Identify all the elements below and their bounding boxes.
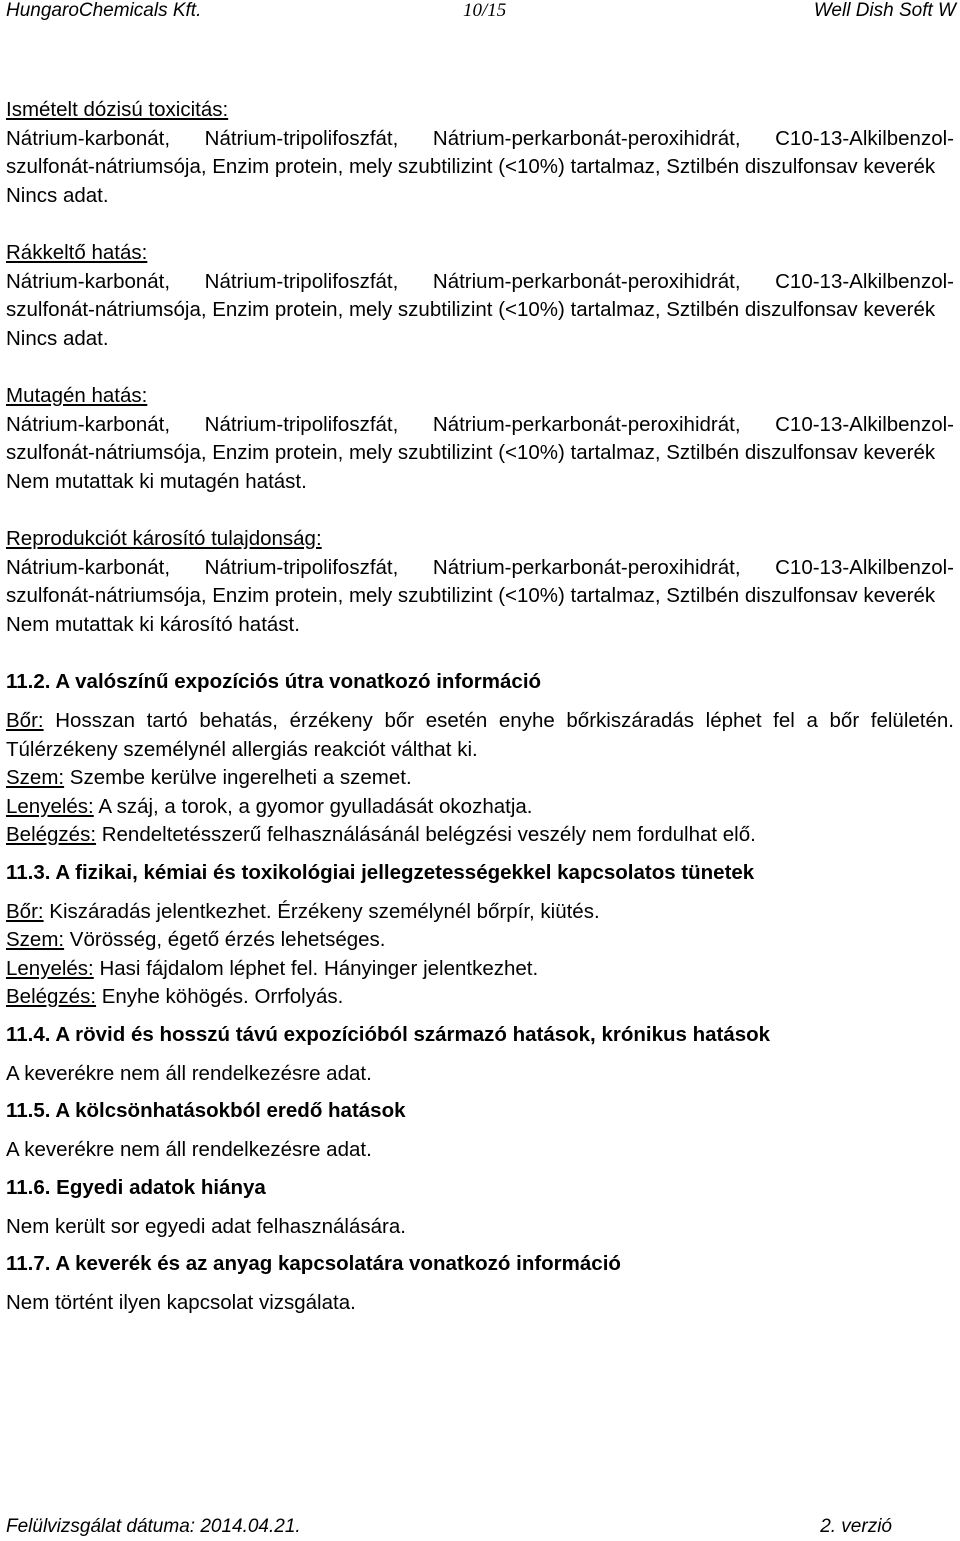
document-body bbox=[6, 96, 954, 1327]
label-inhalation: Belégzés: bbox=[6, 985, 97, 1008]
block-heading: Reprodukciót károsító tulajdonság: bbox=[6, 527, 322, 550]
page-number: 10/15 bbox=[463, 0, 507, 21]
text-inhalation: Enyhe köhögés. Orrfolyás. bbox=[96, 985, 344, 1008]
section-title-11-4: 11.4. A rövid és hosszú távú expozícióból származó hatások, krónikus hatások bbox=[6, 1022, 771, 1046]
text-ingestion: A száj, a torok, a gyomor gyulladását okozhatja. bbox=[93, 794, 533, 818]
section-11-6-text: Nem került sor egyedi adat felhasználására. bbox=[6, 1214, 406, 1238]
text-eye: Vörösség, égető érzés lehetséges. bbox=[64, 928, 386, 951]
section-title-11-5: 11.5. A kölcsönhatásokból eredő hatások bbox=[6, 1099, 406, 1122]
section-11-7-text: Nem történt ilyen kapcsolat vizsgálata. bbox=[6, 1291, 356, 1314]
label-skin: Bőr: bbox=[6, 899, 44, 923]
label-inhalation: Belégzés: bbox=[6, 823, 97, 846]
exposure-skin bbox=[6, 707, 954, 764]
toxicity-block-repeated-dose bbox=[6, 96, 954, 210]
page-header bbox=[6, 0, 956, 24]
block-result: Nincs adat. bbox=[6, 183, 109, 207]
label-ingestion: Lenyelés: bbox=[6, 794, 94, 818]
symptom-skin bbox=[6, 898, 954, 927]
section-11-3-body bbox=[6, 898, 954, 1012]
section-title-11-3: 11.3. A fizikai, kémiai és toxikológiai jellegzetességekkel kapcsolatos tünetek bbox=[6, 860, 755, 884]
symptom-inhalation bbox=[6, 983, 954, 1012]
block-ingredients: Nátrium-karbonát, Nátrium-tripolifoszfát, Nátrium-perkarbonát-peroxihidrát, C10-13-Alkilbenzol-szulfonát-nátriumsója, Enzim protein, mely szubtilizint (<10%) tartalmaz, Sztilbén diszulfonsav keverék bbox=[6, 555, 954, 607]
toxicity-block-mutagenic bbox=[6, 382, 954, 496]
text-ingestion: Hasi fájdalom léphet fel. Hányinger jelentkezhet. bbox=[93, 956, 539, 980]
exposure-eye bbox=[6, 764, 954, 793]
block-ingredients: Nátrium-karbonát, Nátrium-tripolifoszfát, Nátrium-perkarbonát-peroxihidrát, C10-13-Alkilbenzol-szulfonát-nátriumsója, Enzim protein, mely szubtilizint (<10%) tartalmaz, Sztilbén diszulfonsav keverék bbox=[6, 126, 954, 178]
block-heading: Rákkeltő hatás: bbox=[6, 241, 148, 264]
section-11-4-text: A keverékre nem áll rendelkezésre adat. bbox=[6, 1061, 372, 1085]
text-skin: Kiszáradás jelentkezhet. Érzékeny személynél bőrpír, kiütés. bbox=[43, 899, 600, 923]
toxicity-block-reproductive bbox=[6, 525, 954, 639]
exposure-inhalation bbox=[6, 821, 954, 850]
toxicity-block-carcinogenic bbox=[6, 239, 954, 353]
page-footer bbox=[6, 1516, 892, 1538]
block-heading: Mutagén hatás: bbox=[6, 384, 148, 407]
block-result: Nem mutattak ki károsító hatást. bbox=[6, 612, 300, 636]
block-result: Nincs adat. bbox=[6, 326, 109, 350]
company-name: HungaroChemicals Kft. bbox=[6, 0, 202, 21]
block-heading: Ismételt dózisú toxicitás: bbox=[6, 98, 229, 121]
label-ingestion: Lenyelés: bbox=[6, 956, 94, 980]
text-skin: Hosszan tartó behatás, érzékeny bőr esetén enyhe bőrkiszáradás léphet fel a bőr felületén. Túlérzékeny személynél allergiás reakciót válthat ki. bbox=[6, 709, 954, 761]
block-ingredients: Nátrium-karbonát, Nátrium-tripolifoszfát, Nátrium-perkarbonát-peroxihidrát, C10-13-Alkilbenzol-szulfonát-nátriumsója, Enzim protein, mely szubtilizint (<10%) tartalmaz, Sztilbén diszulfonsav keverék bbox=[6, 412, 954, 464]
section-title-11-6: 11.6. Egyedi adatok hiánya bbox=[6, 1175, 266, 1199]
label-eye: Szem: bbox=[6, 928, 65, 951]
version-label: 2. verzió bbox=[820, 1516, 892, 1537]
text-eye: Szembe kerülve ingerelheti a szemet. bbox=[64, 766, 412, 789]
symptom-eye bbox=[6, 926, 954, 955]
software-name: Well Dish Soft W bbox=[813, 0, 956, 21]
block-result: Nem mutattak ki mutagén hatást. bbox=[6, 469, 307, 493]
label-eye: Szem: bbox=[6, 766, 65, 789]
symptom-ingestion bbox=[6, 955, 954, 984]
section-11-2-body bbox=[6, 707, 954, 850]
exposure-ingestion bbox=[6, 793, 954, 822]
section-11-5-text: A keverékre nem áll rendelkezésre adat. bbox=[6, 1138, 372, 1161]
text-inhalation: Rendeltetésszerű felhasználásánál belégzési veszély nem fordulhat elő. bbox=[96, 823, 756, 846]
block-ingredients: Nátrium-karbonát, Nátrium-tripolifoszfát, Nátrium-perkarbonát-peroxihidrát, C10-13-Alkilbenzol-szulfonát-nátriumsója, Enzim protein, mely szubtilizint (<10%) tartalmaz, Sztilbén diszulfonsav keverék bbox=[6, 269, 954, 321]
section-title-11-2: 11.2. A valószínű expozíciós útra vonatkozó információ bbox=[6, 670, 542, 693]
label-skin: Bőr: bbox=[6, 709, 44, 732]
section-title-11-7: 11.7. A keverék és az anyag kapcsolatára vonatkozó információ bbox=[6, 1252, 621, 1275]
review-date: Felülvizsgálat dátuma: 2014.04.21. bbox=[6, 1516, 301, 1537]
